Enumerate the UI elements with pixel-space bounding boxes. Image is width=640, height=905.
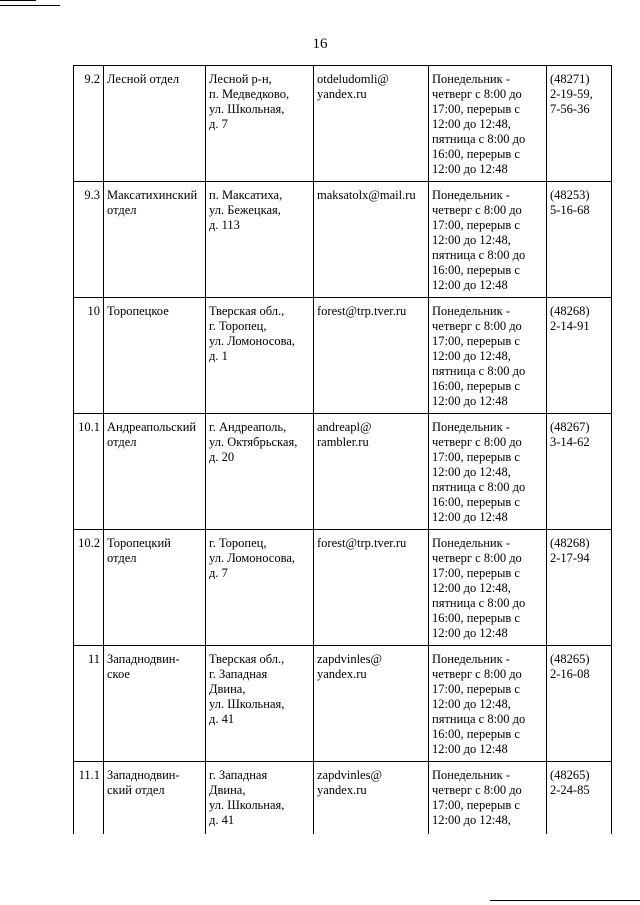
offices-table <box>73 65 612 834</box>
row-number: 11.1 <box>74 762 104 835</box>
office-address: г. Торопец, ул. Ломоносова, д. 7 <box>206 530 314 646</box>
row-number: 9.2 <box>74 66 104 182</box>
office-schedule: Понедельник - четверг с 8:00 до 17:00, перерыв с 12:00 до 12:48, <box>429 762 547 835</box>
scan-edge-mark <box>0 0 36 1</box>
office-name: Западнодвин- ский отдел <box>104 762 206 835</box>
office-email: forest@trp.tver.ru <box>314 298 429 414</box>
row-number: 9.3 <box>74 182 104 298</box>
row-number: 10.1 <box>74 414 104 530</box>
office-name: Максатихинский отдел <box>104 182 206 298</box>
office-phone: (48268) 2-17-94 <box>547 530 612 646</box>
office-email: zapdvinles@ yandex.ru <box>314 646 429 762</box>
row-number: 10 <box>74 298 104 414</box>
office-address: п. Максатиха, ул. Бежецкая, д. 113 <box>206 182 314 298</box>
table-row <box>74 646 612 762</box>
table-row <box>74 182 612 298</box>
office-schedule: Понедельник - четверг с 8:00 до 17:00, перерыв с 12:00 до 12:48, пятница с 8:00 до 16:00, перерыв с 12:00 до 12:48 <box>429 182 547 298</box>
table-row <box>74 298 612 414</box>
office-phone: (48253) 5-16-68 <box>547 182 612 298</box>
office-email: otdeludomli@ yandex.ru <box>314 66 429 182</box>
office-schedule: Понедельник - четверг с 8:00 до 17:00, перерыв с 12:00 до 12:48, пятница с 8:00 до 16:00, перерыв с 12:00 до 12:48 <box>429 646 547 762</box>
office-address: г. Западная Двина, ул. Школьная, д. 41 <box>206 762 314 835</box>
office-email: maksatolx@mail.ru <box>314 182 429 298</box>
table-row <box>74 66 612 182</box>
office-address: Тверская обл., г. Торопец, ул. Ломоносова, д. 1 <box>206 298 314 414</box>
table-row <box>74 762 612 835</box>
office-name: Торопецкий отдел <box>104 530 206 646</box>
office-phone: (48267) 3-14-62 <box>547 414 612 530</box>
office-name: Андреапольский отдел <box>104 414 206 530</box>
table-row <box>74 414 612 530</box>
row-number: 10.2 <box>74 530 104 646</box>
office-address: Лесной р-н, п. Медведково, ул. Школьная, д. 7 <box>206 66 314 182</box>
office-phone: (48271) 2-19-59, 7-56-36 <box>547 66 612 182</box>
office-name: Торопецкое <box>104 298 206 414</box>
office-address: Тверская обл., г. Западная Двина, ул. Школьная, д. 41 <box>206 646 314 762</box>
office-phone: (48265) 2-24-85 <box>547 762 612 835</box>
office-schedule: Понедельник - четверг с 8:00 до 17:00, перерыв с 12:00 до 12:48, пятница с 8:00 до 16:00, перерыв с 12:00 до 12:48 <box>429 298 547 414</box>
office-schedule: Понедельник - четверг с 8:00 до 17:00, перерыв с 12:00 до 12:48, пятница с 8:00 до 16:00, перерыв с 12:00 до 12:48 <box>429 530 547 646</box>
scan-edge-mark <box>490 900 640 901</box>
office-address: г. Андреаполь, ул. Октябрьская, д. 20 <box>206 414 314 530</box>
office-name: Западнодвин- ское <box>104 646 206 762</box>
table-row <box>74 530 612 646</box>
office-schedule: Понедельник - четверг с 8:00 до 17:00, перерыв с 12:00 до 12:48, пятница с 8:00 до 16:00, перерыв с 12:00 до 12:48 <box>429 414 547 530</box>
page-number: 16 <box>312 36 328 52</box>
office-phone: (48268) 2-14-91 <box>547 298 612 414</box>
office-email: zapdvinles@ yandex.ru <box>314 762 429 835</box>
office-phone: (48265) 2-16-08 <box>547 646 612 762</box>
office-schedule: Понедельник - четверг с 8:00 до 17:00, перерыв с 12:00 до 12:48, пятница с 8:00 до 16:00, перерыв с 12:00 до 12:48 <box>429 66 547 182</box>
scan-edge-mark <box>0 5 60 6</box>
row-number: 11 <box>74 646 104 762</box>
office-email: andreapl@ rambler.ru <box>314 414 429 530</box>
office-email: forest@trp.tver.ru <box>314 530 429 646</box>
office-name: Лесной отдел <box>104 66 206 182</box>
